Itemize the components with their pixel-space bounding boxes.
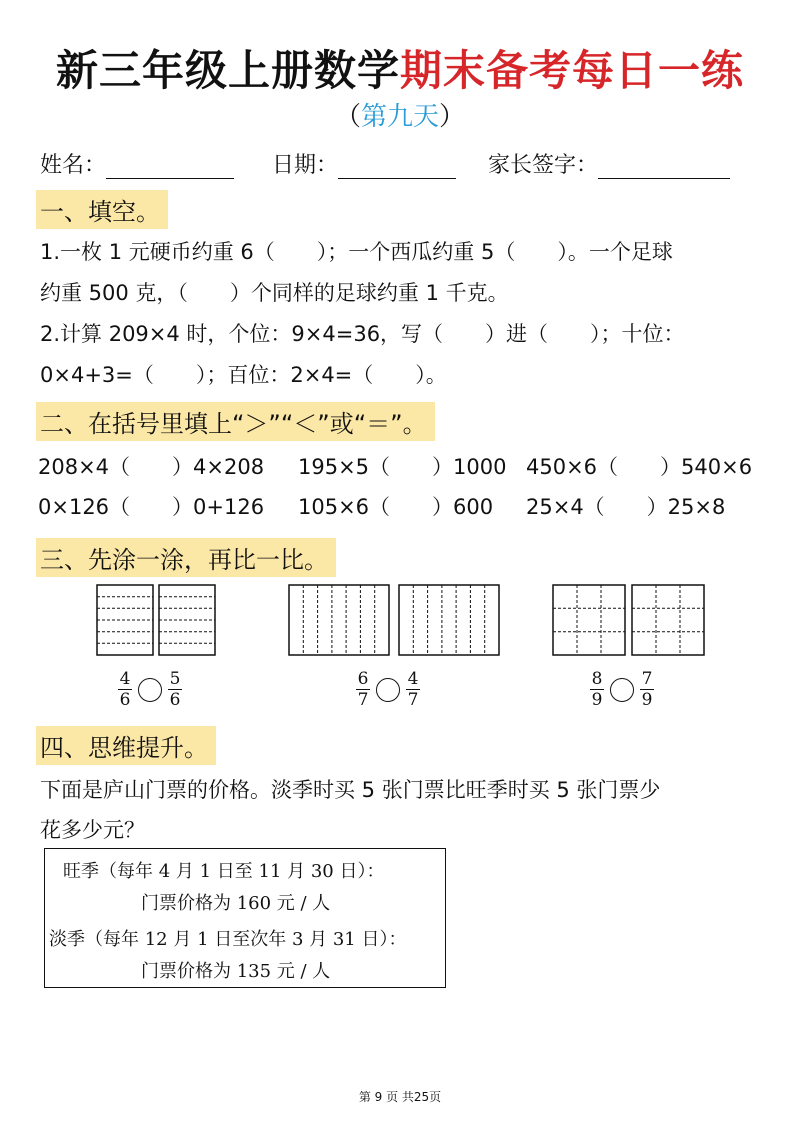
section-3-title: 三、先涂一涂，再比一比。 (36, 538, 336, 577)
s4-question-line-1: 下面是庐山门票的价格。淡季时买 5 张门票比旺季时买 5 张门票少 (40, 778, 661, 802)
title-black: 新三年级上册数学 (55, 46, 400, 95)
fraction: $\frac{7}{9}$ (641, 669, 653, 710)
date-field (272, 148, 456, 179)
cmp-2-3: 25×4（ ）25×8 (526, 495, 726, 519)
title-red: 期末备考每日一练 (400, 46, 745, 95)
page-title (0, 38, 800, 98)
peak-season-label: 旺季（每年 4 月 1 日至 11 月 30 日）： (63, 861, 385, 882)
s1-line-1: 1.一枚 1 元硬币约重 6（ ）；一个西瓜约重 5（ ）。一个足球 (40, 240, 673, 264)
sixths-diagram (96, 584, 218, 658)
ninths-diagram (552, 584, 706, 658)
parent-blank[interactable] (598, 156, 730, 179)
s1-line-4: 0×4+3=（ ）；百位：2×4=（ ）。 (40, 363, 447, 387)
fraction-compare-3 (590, 670, 654, 709)
off-season-price: 门票价格为 135 元 / 人 (141, 961, 331, 982)
page-number: 第 9 页 共25页 (358, 1090, 442, 1104)
section-2-title: 二、在括号里填上“＞”“＜”或“＝”。 (36, 402, 435, 441)
cmp-2-1: 0×126（ ）0+126 (38, 495, 265, 519)
fraction: $\frac{6}{7}$ (357, 669, 369, 710)
compare-circle[interactable] (138, 678, 162, 702)
compare-circle[interactable] (376, 678, 400, 702)
cmp-1-3: 450×6（ ）540×6 (526, 455, 753, 479)
fraction-compare-2 (356, 670, 420, 709)
ticket-price-box (44, 848, 446, 988)
parent-label: 家长签字： (488, 153, 599, 178)
fraction: $\frac{4}{7}$ (407, 669, 419, 710)
date-label: 日期： (272, 153, 339, 178)
ninths-rect-left[interactable] (553, 585, 625, 655)
subtitle-open: （ (334, 102, 361, 132)
cmp-1-1: 208×4（ ）4×208 (38, 455, 265, 479)
sevenths-rect-right[interactable] (399, 585, 499, 655)
s1-line-3: 2.计算 209×4 时，个位：9×4=36，写（ ）进（ ）；十位： (40, 322, 685, 346)
parent-signature-field (488, 148, 730, 179)
s4-question-line-2: 花多少元？ (40, 818, 145, 842)
fraction-compare-1 (118, 670, 182, 709)
off-season-label: 淡季（每年 12 月 1 日至次年 3 月 31 日）： (49, 929, 407, 950)
sevenths-diagram (288, 584, 502, 658)
page-subtitle (0, 96, 800, 133)
peak-season-price: 门票价格为 160 元 / 人 (141, 893, 331, 914)
cmp-1-2: 195×5（ ）1000 (298, 455, 507, 479)
subtitle-close: ） (439, 102, 466, 132)
compare-circle[interactable] (610, 678, 634, 702)
section-1-title: 一、填空。 (36, 190, 168, 229)
fraction: $\frac{8}{9}$ (591, 669, 603, 710)
date-blank[interactable] (338, 156, 456, 179)
name-field (40, 148, 234, 179)
ninths-rect-right[interactable] (632, 585, 704, 655)
s1-line-2: 约重 500 克，（ ）个同样的足球约重 1 千克。 (40, 281, 509, 305)
fraction: $\frac{4}{6}$ (119, 669, 131, 710)
sixths-rect-right[interactable] (159, 585, 215, 655)
sixths-rect-left[interactable] (97, 585, 153, 655)
name-blank[interactable] (106, 156, 234, 179)
cmp-2-2: 105×6（ ）600 (298, 495, 494, 519)
sevenths-rect-left[interactable] (289, 585, 389, 655)
section-4-title: 四、思维提升。 (36, 726, 216, 765)
fraction: $\frac{5}{6}$ (169, 669, 181, 710)
name-label: 姓名： (40, 153, 107, 178)
subtitle-day: 第九天 (360, 102, 439, 132)
